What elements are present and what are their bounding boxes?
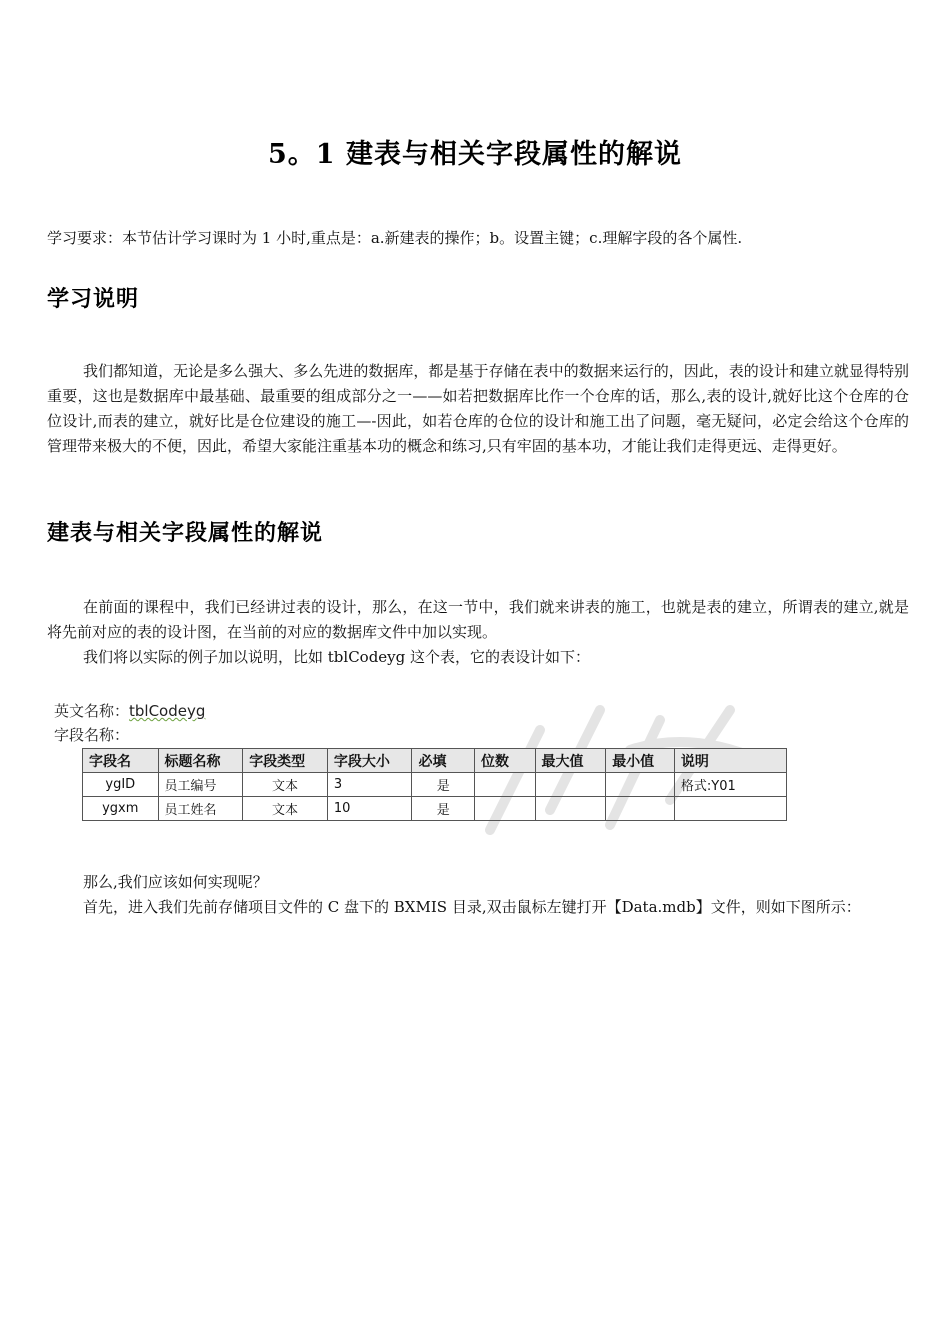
column-header: 必填 bbox=[412, 749, 475, 773]
study-notes-paragraph: 我们都知道，无论是多么强大、多么先进的数据库，都是基于存储在表中的数据来运行的，因此，表的设计和建立就显得特别重要，这也是数据库中最基础、最重要的组成部分之一——如若把数据库比作一个仓库的话，那么,表的设计,就好比这个仓库的仓位设计,而表的建立，就好比是仓位建设的施工—-因此，如若仓库的仓位的设计和施工出了问题，毫无疑问，必定会给这个仓库的管理带来极大的不便，因此，希望大家能注重基本功的概念和练习,只有牢固的基本功，才能让我们走得更远、走得更好。 bbox=[47, 362, 909, 455]
column-header: 最小值 bbox=[606, 749, 675, 773]
english-name-line bbox=[54, 700, 205, 721]
table-cell: 10 bbox=[327, 797, 412, 821]
table-cell: ygID bbox=[83, 773, 159, 797]
table-cell bbox=[535, 773, 606, 797]
table-header-row bbox=[83, 749, 787, 773]
fields-label: 字段名称： bbox=[54, 726, 130, 744]
column-header: 说明 bbox=[674, 749, 786, 773]
table-cell bbox=[474, 797, 535, 821]
table-cell: 是 bbox=[412, 773, 475, 797]
learning-requirement: 学习要求：本节估计学习课时为 1 小时,重点是：a.新建表的操作；b。设置主键；c.理解字段的各个属性. bbox=[47, 229, 743, 247]
instruction-paragraph: 首先，进入我们先前存储项目文件的 C 盘下的 BXMIS 目录,双击鼠标左键打开【Data.mdb】文件，则如下图所示： bbox=[83, 898, 861, 916]
section-heading-table-creation: 建表与相关字段属性的解说 bbox=[47, 520, 324, 546]
intro-paragraph: 在前面的课程中，我们已经讲过表的设计，那么，在这一节中，我们就来讲表的施工，也就是表的建立，所谓表的建立,就是将先前对应的表的设计图，在当前的对应的数据库文件中加以实现。 bbox=[47, 598, 909, 641]
table-row bbox=[83, 797, 787, 821]
table-cell bbox=[474, 773, 535, 797]
column-header: 位数 bbox=[474, 749, 535, 773]
column-header: 字段名 bbox=[83, 749, 159, 773]
table-cell: 员工姓名 bbox=[158, 797, 243, 821]
table-cell: ygxm bbox=[83, 797, 159, 821]
table-design-image bbox=[52, 694, 787, 834]
page-title: 5。1 建表与相关字段属性的解说 bbox=[268, 139, 682, 170]
table-cell bbox=[606, 797, 675, 821]
table-cell: 员工编号 bbox=[158, 773, 243, 797]
english-name-value: tblCodeyg bbox=[129, 702, 206, 720]
table-cell: 格式:Y01 bbox=[674, 773, 786, 797]
table-cell bbox=[606, 773, 675, 797]
table-cell: 3 bbox=[327, 773, 412, 797]
table-cell bbox=[674, 797, 786, 821]
table-cell: 是 bbox=[412, 797, 475, 821]
column-header: 字段类型 bbox=[243, 749, 328, 773]
english-name-label: 英文名称： bbox=[54, 702, 130, 720]
example-paragraph: 我们将以实际的例子加以说明，比如 tblCodeyg 这个表，它的表设计如下： bbox=[83, 648, 591, 666]
table-row bbox=[83, 773, 787, 797]
question-paragraph: 那么,我们应该如何实现呢？ bbox=[83, 873, 268, 891]
column-header: 字段大小 bbox=[327, 749, 412, 773]
section-heading-study-notes: 学习说明 bbox=[47, 286, 140, 312]
table-cell: 文本 bbox=[243, 797, 328, 821]
column-header: 最大值 bbox=[535, 749, 606, 773]
table-cell: 文本 bbox=[243, 773, 328, 797]
field-design-table bbox=[82, 748, 787, 821]
column-header: 标题名称 bbox=[158, 749, 243, 773]
table-cell bbox=[535, 797, 606, 821]
